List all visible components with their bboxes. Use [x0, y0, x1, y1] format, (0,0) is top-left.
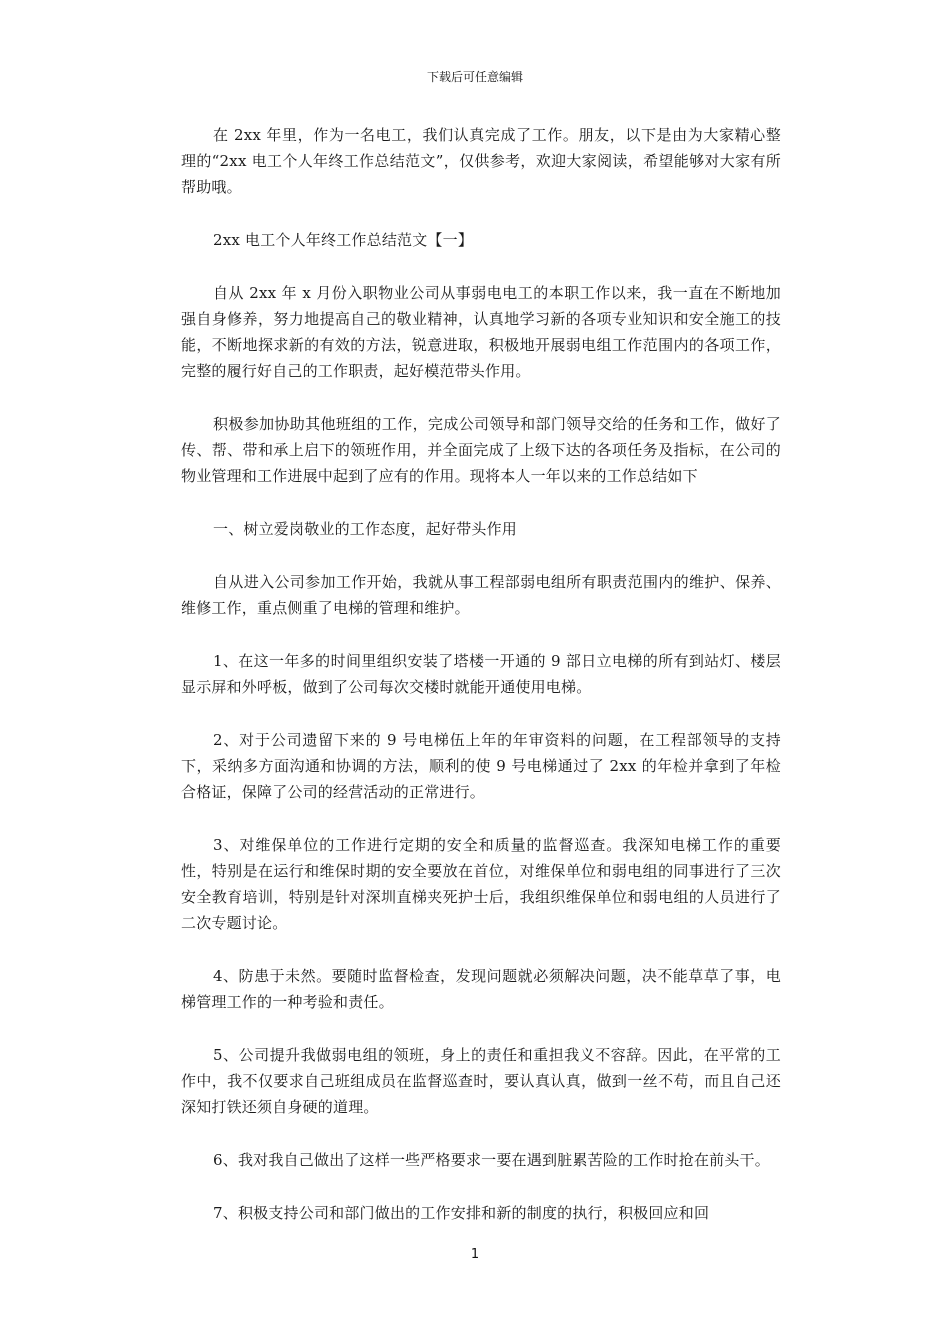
list-item: 6、我对我自己做出了这样一些严格要求一要在遇到脏累苦险的工作时抢在前头干。 — [213, 1151, 770, 1169]
list-item: 4、防患于未然。要随时监督检查，发现问题就必须解决问题，决不能草草了事，电梯管理工作的一种考验和责任。 — [181, 967, 781, 1011]
page-number: 1 — [470, 1247, 480, 1262]
subsection-heading: 一、树立爱岗敬业的工作态度，起好带头作用 — [213, 520, 518, 538]
intro-paragraph: 在 2xx 年里，作为一名电工，我们认真完成了工作。朋友，以下是由为大家精心整理的“2xx 电工个人年终工作总结范文”，仅供参考，欢迎大家阅读，希望能够对大家有所帮助哦。 — [181, 126, 781, 196]
section-title: 2xx 电工个人年终工作总结范文【一】 — [213, 231, 474, 249]
body-paragraph: 积极参加协助其他班组的工作，完成公司领导和部门领导交给的任务和工作，做好了传、帮、带和承上启下的领班作用，并全面完成了上级下达的各项任务及指标，在公司的物业管理和工作进展中起到了应有的作用。现将本人一年以来的工作总结如下 — [181, 415, 781, 485]
list-item: 2、对于公司遗留下来的 9 号电梯伍上年的年审资料的问题，在工程部领导的支持下，采纳多方面沟通和协调的方法，顺利的使 9 号电梯通过了 2xx 的年检并拿到了年检合格证，保障了公司的经营活动的正常进行。 — [181, 731, 781, 801]
list-item: 7、积极支持公司和部门做出的工作安排和新的制度的执行，积极回应和回 — [213, 1204, 710, 1222]
body-paragraph: 自从进入公司参加工作开始，我就从事工程部弱电组所有职责范围内的维护、保养、维修工作，重点侧重了电梯的管理和维护。 — [181, 573, 781, 617]
list-item: 3、对维保单位的工作进行定期的安全和质量的监督巡查。我深知电梯工作的重要性，特别是在运行和维保时期的安全要放在首位，对维保单位和弱电组的同事进行了三次安全教育培训，特别是针对深圳直梯夹死护士后，我组织维保单位和弱电组的人员进行了二次专题讨论。 — [181, 836, 781, 932]
body-paragraph: 自从 2xx 年 x 月份入职物业公司从事弱电电工的本职工作以来，我一直在不断地加强自身修养，努力地提高自己的敬业精神，认真地学习新的各项专业知识和安全施工的技能，不断地探求新的有效的方法，锐意进取，积极地开展弱电组工作范围内的各项工作，完整的履行好自己的工作职责，起好模范带头作用。 — [181, 284, 781, 380]
page-header: 下载后可任意编辑 — [426, 70, 523, 84]
list-item: 1、在这一年多的时间里组织安装了塔楼一开通的 9 部日立电梯的所有到站灯、楼层显示屏和外呼板，做到了公司每次交楼时就能开通使用电梯。 — [181, 652, 781, 696]
list-item: 5、公司提升我做弱电组的领班，身上的责任和重担我义不容辞。因此，在平常的工作中，我不仅要求自己班组成员在监督巡查时，要认真认真，做到一丝不苟，而且自己还深知打铁还须自身硬的道理。 — [181, 1046, 781, 1116]
document-body — [181, 122, 781, 1226]
